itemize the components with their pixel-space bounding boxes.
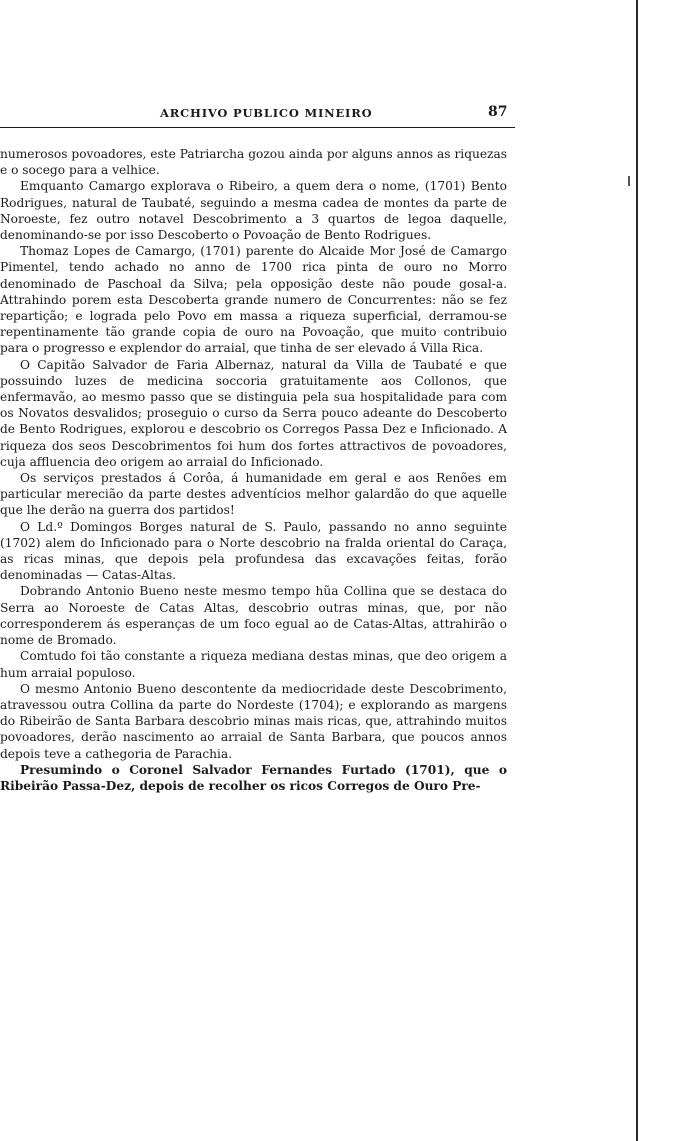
paragraph: O mesmo Antonio Bueno descontente da mediocridade deste Descobrimento, atravessou outra Collina da parte do Nordeste (1704); e explorando as margens do Ribeirão de Santa Barbara descobrio minas mais ricas, que, attrahindo muitos povoadores, derão nascimento ao arraial de Santa Barbara, que poucos annos depois teve a cathegoria de Parachia. [0,681,507,761]
page-edge-line [636,0,638,1141]
running-title: ARCHIVO PUBLICO MINEIRO [160,106,373,120]
paragraph: Dobrando Antonio Bueno neste mesmo tempo hũa Collina que se destaca do Serra ao Noroeste de Catas Altas, descobrio outras minas, que, por não corresponderem ás esperanças de um foco egual ao de Catas-Altas, attrahirão o nome de Bromado. [0,584,507,648]
paragraph: O Ld.º Domingos Borges natural de S. Paulo, passando no anno seguinte (1702) alem do Inficionado para o Norte descobrio na fralda oriental do Caraça, as ricas minas, que depois pela profundesa das excavações feitas, forão denominadas — Catas-Altas. [0,519,507,583]
body-text [0,146,507,794]
paragraph: O Capitão Salvador de Faria Albernaz, natural da Villa de Taubaté e que possuindo luzes de medicina soccoria gratuitamente aos Collonos, que enfermavão, ao mesmo passo que se distinguia pela sua hospitalidade para com os Novatos desvalidos; proseguio o curso da Serra pouco adeante do Descoberto de Bento Rodrigues, explorou e descobrio os Corregos Passa Dez e Inficionado. A riqueza dos seos Descobrimentos foi hum dos fortes attractivos de povoadores, cuja affluencia deo origem ao arraial do Inficionado. [0,357,507,469]
header-rule [0,127,515,128]
paragraph: Emquanto Camargo explorava o Ribeiro, a quem dera o nome, (1701) Bento Rodrigues, natural de Taubaté, seguindo a mesma cadea de montes da parte de Noroeste, fez outro notavel Descobrimento a 3 quartos de legoa daquelle, denominando-se por isso Descoberto o Povoação de Bento Rodrigues. [0,179,507,243]
page-header [0,104,515,124]
paragraph: Thomaz Lopes de Camargo, (1701) parente do Alcaide Mor José de Camargo Pimentel, tendo achado no anno de 1700 rica pinta de ouro no Morro denominado de Paschoal da Silva; pela opposição deste não poude gosal-a. Attrahindo porem esta Descoberta grande numero de Concurrentes: não se fez repartição; e lograda pelo Povo em massa a riqueza superficial, derramou-se repentinamente tão grande copia de ouro na Povoação, que muito contribuio para o progresso e explendor do arraial, que tinha de ser elevado á Villa Rica. [0,244,507,356]
page-edge-mark [628,176,630,186]
paragraph: Presumindo o Coronel Salvador Fernandes Furtado (1701), que o Ribeirão Passa-Dez, depois de recolher os ricos Corregos de Ouro Pre- [0,762,507,793]
paragraph: numerosos povoadores, este Patriarcha gozou ainda por alguns annos as riquezas e o socego para a velhice. [0,147,507,178]
paragraph: Os serviços prestados á Corôa, á humanidade em geral e aos Renões em particular merecião da parte destes adventícios melhor galardão do que aquelle que lhe derão na guerra dos partidos! [0,471,507,518]
paragraph: Comtudo foi tão constante a riqueza mediana destas minas, que deo origem a hum arraial populoso. [0,649,507,680]
page-number: 87 [488,104,508,120]
